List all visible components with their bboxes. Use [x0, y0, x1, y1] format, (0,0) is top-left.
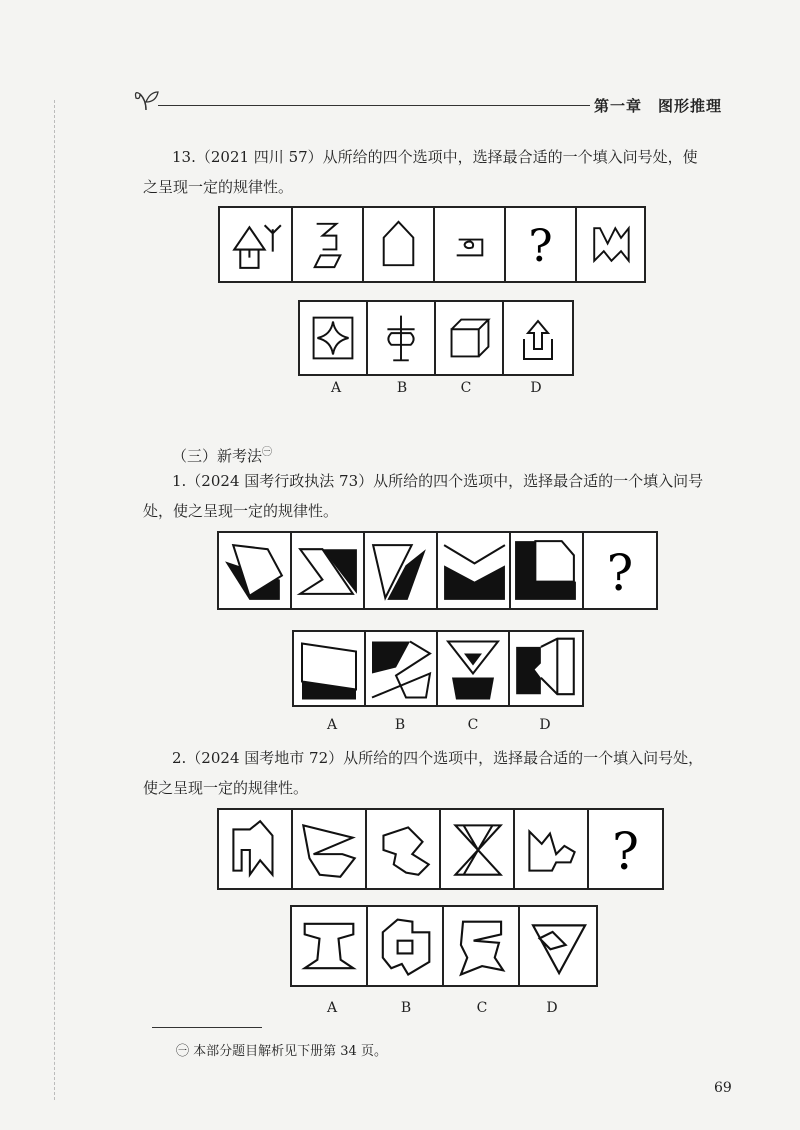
q1-figure-5 [511, 533, 584, 608]
q2-line1: 2.（2024 国考地市 72）从所给的四个选项中，选择最合适的一个填入问号处， [172, 749, 704, 767]
chapter-title: 第一章 图形推理 [594, 97, 723, 115]
q13-question-cell [506, 208, 577, 281]
q2-line2: 使之呈现一定的规律性。 [143, 779, 309, 797]
binding-gutter [54, 100, 55, 1100]
q2-options [290, 905, 598, 987]
footnote [176, 1040, 387, 1059]
q1-option-b[interactable] [366, 632, 438, 705]
q13-figure-2 [293, 208, 364, 281]
footnote-rule [152, 1027, 262, 1028]
q13-options [298, 300, 574, 376]
header-rule [158, 105, 590, 106]
q1-label-c: C [467, 717, 479, 733]
footnote-mark: ㊀ [176, 1044, 190, 1059]
q1-figure-1 [219, 533, 292, 608]
q1-option-c[interactable] [438, 632, 510, 705]
q13-label-a: A [330, 380, 342, 396]
q2-figure-5 [515, 810, 589, 888]
q1-line1: 1.（2024 国考行政执法 73）从所给的四个选项中，选择最合适的一个填入问号 [172, 472, 704, 490]
section-title-text: （三）新考法 [172, 447, 263, 465]
q1-stem-figures [217, 531, 658, 610]
q13-figure-3 [364, 208, 435, 281]
q2-figure-2 [293, 810, 367, 888]
q13-option-a[interactable] [300, 302, 368, 374]
q13-line2: 之呈现一定的规律性。 [143, 178, 294, 196]
q13-label-b: B [396, 380, 408, 396]
q1-label-a: A [326, 717, 338, 733]
q2-figure-4 [441, 810, 515, 888]
q13-stem-figures [218, 206, 646, 283]
q1-label-b: B [394, 717, 406, 733]
q1-option-d[interactable] [510, 632, 582, 705]
q1-options [292, 630, 584, 707]
q2-label-a: A [326, 1000, 338, 1016]
q1-figure-2 [292, 533, 365, 608]
q13-figure-4 [435, 208, 506, 281]
q13-label-d: D [530, 380, 542, 396]
q13-figure-1 [220, 208, 293, 281]
q13-option-b[interactable] [368, 302, 436, 374]
section-title [172, 443, 272, 466]
q13-figure-6 [577, 208, 644, 281]
q13-option-c[interactable] [436, 302, 504, 374]
q1-option-a[interactable] [294, 632, 366, 705]
q1-label-d: D [539, 717, 551, 733]
question-mark: ? [606, 544, 634, 603]
q1-line2: 处，使之呈现一定的规律性。 [143, 502, 339, 520]
q2-option-b[interactable] [368, 907, 444, 985]
q1-figure-3 [365, 533, 438, 608]
q13-option-d[interactable] [504, 302, 572, 374]
q2-stem-figures [217, 808, 664, 890]
question-mark: ? [528, 219, 553, 273]
q2-option-c[interactable] [444, 907, 520, 985]
q1-figure-4 [438, 533, 511, 608]
q2-figure-1 [219, 810, 293, 888]
q13-label-c: C [460, 380, 472, 396]
q2-label-b: B [400, 1000, 412, 1016]
q13-line1: 13.（2021 四川 57）从所给的四个选项中，选择最合适的一个填入问号处，使 [172, 148, 698, 166]
q2-option-d[interactable] [520, 907, 596, 985]
footnote-text: 本部分题目解析见下册第 34 页。 [193, 1044, 387, 1059]
q2-option-a[interactable] [292, 907, 368, 985]
q2-figure-3 [367, 810, 441, 888]
q2-question-cell [589, 810, 662, 888]
question-mark: ? [612, 822, 639, 881]
sprout-icon [132, 86, 160, 112]
page-number: 69 [714, 1080, 732, 1096]
q2-label-c: C [476, 1000, 488, 1016]
q1-question-cell [584, 533, 656, 608]
section-note-mark: ㊀ [262, 447, 273, 458]
q2-label-d: D [546, 1000, 558, 1016]
